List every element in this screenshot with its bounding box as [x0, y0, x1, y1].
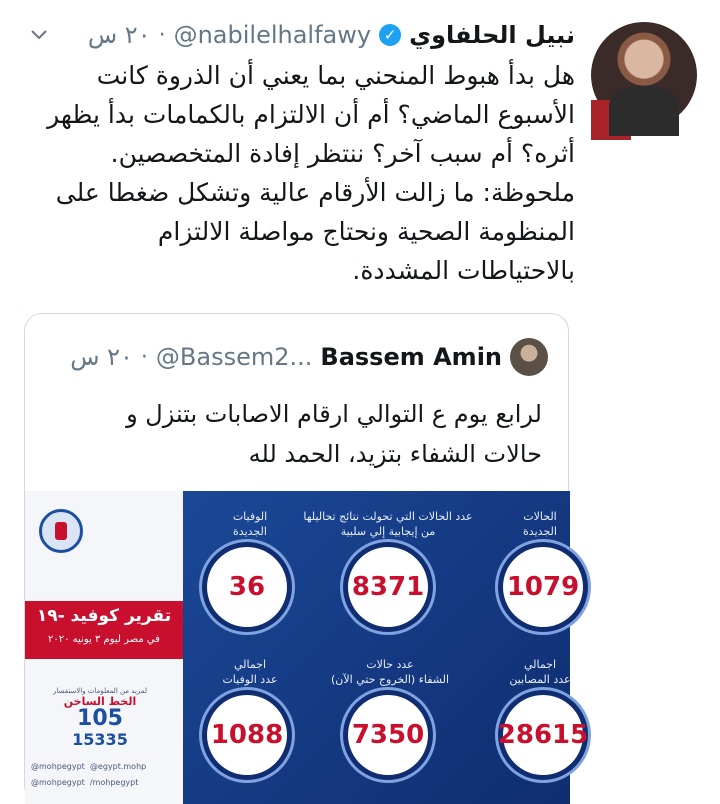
author-display-name[interactable]: نبيل الحلفاوي — [409, 21, 575, 49]
stat-value-negative-conversions: 8371 — [348, 547, 428, 627]
stat-value-total-deaths: 1088 — [207, 695, 287, 775]
stat-label-new-cases: الحالات الجديدة — [523, 510, 557, 538]
quoted-tweet-timestamp: ٢٠ س — [70, 343, 133, 371]
quoted-author-name: Bassem Amin — [320, 343, 502, 371]
ministry-logo-icon — [39, 509, 83, 553]
stat-value-total-cases: 28615 — [503, 695, 583, 775]
report-title-banner — [25, 601, 183, 659]
hotline-caption: لمزيد من المعلومات والاستفسار — [53, 687, 147, 695]
social-handle: @mohpegypt — [31, 778, 85, 787]
stat-label-negative-conversions: عدد الحالات التي تحولت نتائج تحاليلها من إيجابية إلي سلبية — [303, 510, 473, 538]
stat-label-total-deaths: اجمالي عدد الوفيات — [222, 658, 278, 686]
hotline-number-2: 15335 — [72, 730, 128, 749]
stat-value-recovered: 7350 — [348, 695, 428, 775]
quoted-tweet-text: لرابع يوم ع التوالي ارقام الاصابات بتنزل و حالات الشفاء بتزيد، الحمد لله — [126, 400, 542, 468]
tweet-timestamp[interactable]: ٢٠ س — [87, 21, 151, 49]
stat-value-new-cases: 1079 — [503, 547, 583, 627]
hotline-label: الخط الساخن — [63, 695, 137, 708]
chevron-down-icon[interactable] — [30, 26, 48, 44]
quoted-separator-dot: · — [140, 344, 148, 370]
covid-report-image[interactable] — [25, 491, 589, 804]
hotline-block — [45, 687, 155, 749]
stat-value-new-deaths: 36 — [207, 547, 287, 627]
social-handle: @egypt.mohp — [89, 762, 147, 771]
quoted-author-handle: @Bassem2... — [155, 343, 313, 371]
tweet-text: هل بدأ هبوط المنحني بما يعني أن الذروة كانت الأسبوع الماضي؟ أم أن الالتزام بالكمامات بدأ يظهر أثره؟ أم سبب آخر؟ ننتظر إفادة المتخصصين. ملحوظة: ما زالت الأرقام عالية وتشكل ضغطا على المنظومة الصحية ونحتاج مواصلة الالتزام بالاحتياطات المشددة. — [47, 61, 575, 285]
stat-label-recovered: عدد حالات الشفاء (الخروج حتي الآن) — [330, 658, 450, 686]
social-handle: /mohpegypt — [89, 778, 139, 787]
quoted-tweet-header — [70, 338, 548, 376]
author-avatar[interactable] — [591, 22, 697, 128]
hotline-number-1: 105 — [77, 706, 123, 731]
social-handles — [31, 759, 179, 791]
avatar-figure — [609, 86, 679, 136]
report-side-panel — [25, 491, 183, 804]
author-handle[interactable]: @nabilelhalfawy — [173, 21, 372, 49]
social-handle: @mohpegypt — [31, 762, 85, 771]
separator-dot: · — [158, 22, 166, 48]
stat-label-total-cases: اجمالي عدد المصابين — [509, 658, 571, 686]
report-date: في مصر ليوم ٣ يونيه ٢٠٢٠ — [48, 634, 160, 645]
stat-label-new-deaths: الوفيات الجديدة — [232, 510, 268, 538]
quoted-author-avatar — [510, 338, 548, 376]
report-title: تقرير كوفيد -١٩ — [36, 606, 172, 626]
verified-badge-icon: ✓ — [379, 24, 401, 46]
quoted-tweet-card[interactable] — [24, 313, 589, 803]
tweet-header — [88, 20, 575, 50]
